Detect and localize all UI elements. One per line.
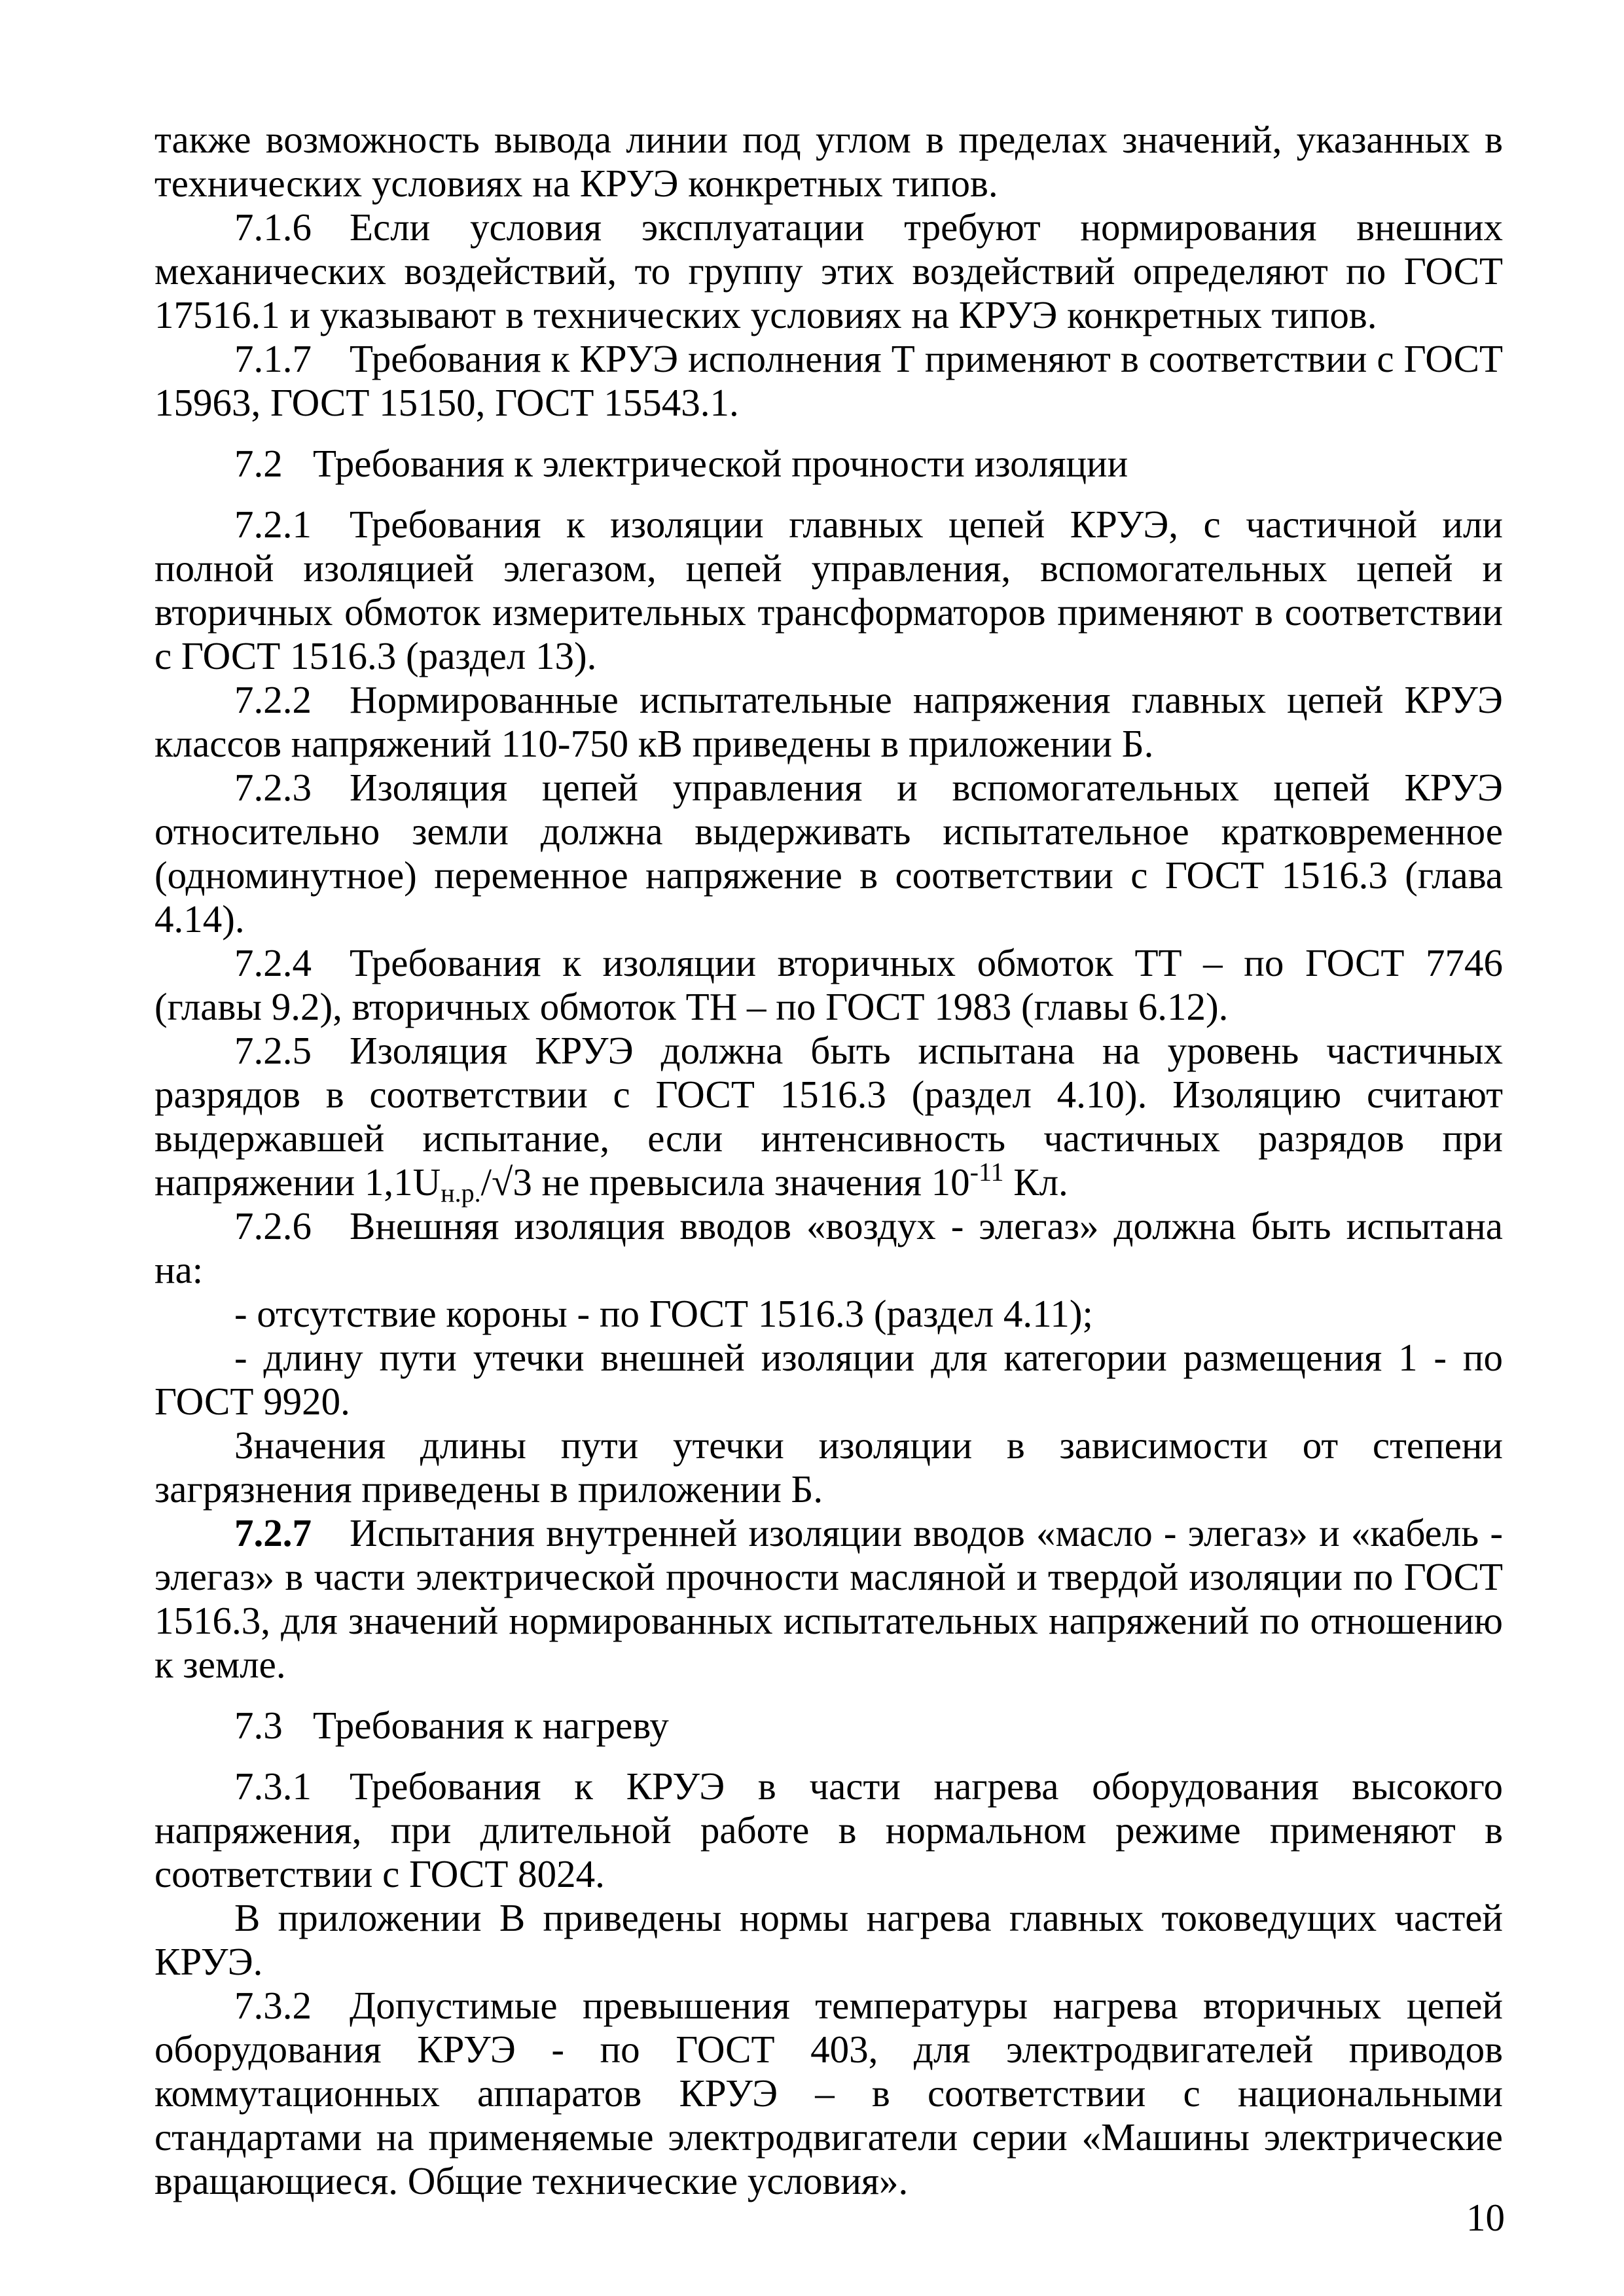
heading-7-3 — [154, 1704, 1503, 1748]
paragraph-text: Требования к изоляции главных цепей КРУЭ, с частичной или полной изоляцией элегазом, цепей управления, вспомогательных цепей и вторичных обмоток измерительных трансформаторов применяют в соответствии с ГОСТ 1516.3 (раздел 13). — [154, 503, 1503, 677]
section-number: 7.1.7 — [234, 337, 312, 380]
paragraph-7-3-1 — [154, 1765, 1503, 1896]
paragraph-continuation: также возможность вывода линии под углом в пределах значений, указанных в технических условиях на КРУЭ конкретных типов. — [154, 118, 1503, 205]
page-number: 10 — [1466, 2196, 1505, 2239]
list-item: - длину пути утечки внешней изоляции для категории размещения 1 - по ГОСТ 9920. — [154, 1336, 1503, 1423]
document-body — [154, 118, 1503, 2203]
subscript-rated: н.р. — [441, 1178, 481, 1208]
paragraph-leakage-values: Значения длины пути утечки изоляции в зависимости от степени загрязнения приведены в приложении Б. — [154, 1424, 1503, 1511]
section-number: 7.2.3 — [234, 766, 312, 809]
paragraph-text: Требования к КРУЭ в части нагрева оборудования высокого напряжения, при длительной работе в нормальном режиме применяют в соответствии с ГОСТ 8024. — [154, 1765, 1503, 1895]
heading-text: Требования к нагреву — [313, 1704, 669, 1747]
paragraph-7-1-7 — [154, 337, 1503, 425]
section-number: 7.2.1 — [234, 503, 312, 546]
section-number: 7.2 — [234, 442, 283, 485]
section-number: 7.2.7 — [234, 1511, 312, 1554]
section-number: 7.2.2 — [234, 678, 312, 721]
paragraph-text: Кл. — [1003, 1160, 1068, 1204]
paragraph-text: Нормированные испытательные напряжения главных цепей КРУЭ классов напряжений 110-750 кВ приведены в приложении Б. — [154, 678, 1503, 765]
paragraph-7-2-2 — [154, 678, 1503, 766]
paragraph-7-3-2 — [154, 1984, 1503, 2203]
paragraph-text: Изоляция цепей управления и вспомогательных цепей КРУЭ относительно земли должна выдерживать испытательное кратковременное (одноминутное) переменное напряжение в соответствии с ГОСТ 1516.3 (глава 4.14). — [154, 766, 1503, 941]
section-number: 7.2.6 — [234, 1204, 312, 1247]
section-number: 7.1.6 — [234, 206, 312, 249]
paragraph-7-2-3 — [154, 766, 1503, 941]
section-number: 7.2.5 — [234, 1029, 312, 1072]
paragraph-7-2-7 — [154, 1511, 1503, 1687]
heading-7-2 — [154, 442, 1503, 486]
paragraph-text: Внешняя изоляция вводов «воздух - элегаз» должна быть испытана на: — [154, 1204, 1503, 1291]
section-number: 7.3.2 — [234, 1984, 312, 2027]
section-number: 7.3 — [234, 1704, 283, 1747]
list-item: - отсутствие короны - по ГОСТ 1516.3 (раздел 4.11); — [234, 1292, 1093, 1335]
paragraph-7-2-5 — [154, 1029, 1503, 1208]
paragraph-appendix-v: В приложении В приведены нормы нагрева главных токоведущих частей КРУЭ. — [154, 1896, 1503, 1983]
paragraph-text: Испытания внутренней изоляции вводов «масло - элегаз» и «кабель - элегаз» в части электрической прочности масляной и твердой изоляции по ГОСТ 1516.3, для значений нормированных испытательных напряжений по отношению к земле. — [154, 1511, 1503, 1686]
paragraph-text: Если условия эксплуатации требуют нормирования внешних механических воздействий, то группу этих воздействий определяют по ГОСТ 17516.1 и указывают в технических условиях на КРУЭ конкретных типов. — [154, 206, 1503, 336]
paragraph-text: Допустимые превышения температуры нагрева вторичных цепей оборудования КРУЭ - по ГОСТ 403, для электродвигателей приводов коммутационных аппаратов КРУЭ – в соответствии с национальными стандартами на применяемые электродвигатели серии «Машины электрические вращающиеся. Общие технические условия». — [154, 1984, 1503, 2202]
paragraph-7-2-4 — [154, 941, 1503, 1029]
paragraph-7-1-6 — [154, 206, 1503, 337]
section-number: 7.3.1 — [234, 1765, 312, 1808]
heading-text: Требования к электрической прочности изоляции — [313, 442, 1128, 485]
superscript-exponent: -11 — [969, 1157, 1004, 1187]
paragraph-text: Требования к КРУЭ исполнения Т применяют в соответствии с ГОСТ 15963, ГОСТ 15150, ГОСТ 15543.1. — [154, 337, 1503, 424]
section-number: 7.2.4 — [234, 941, 312, 984]
paragraph-text: Требования к изоляции вторичных обмоток ТТ – по ГОСТ 7746 (главы 9.2), вторичных обмоток ТН – по ГОСТ 1983 (главы 6.12). — [154, 941, 1503, 1028]
paragraph-text: Изоляция КРУЭ должна быть испытана на уровень частичных разрядов в соответствии с ГОСТ 1516.3 (раздел 4.10). Изоляцию считают выдержавшей испытание, если интенсивность частичных разрядов при напряжении 1,1U — [154, 1029, 1503, 1204]
paragraph-7-2-6 — [154, 1204, 1503, 1292]
paragraph-text: /√3 не превысила значения 10 — [480, 1160, 970, 1204]
paragraph-7-2-1 — [154, 503, 1503, 678]
